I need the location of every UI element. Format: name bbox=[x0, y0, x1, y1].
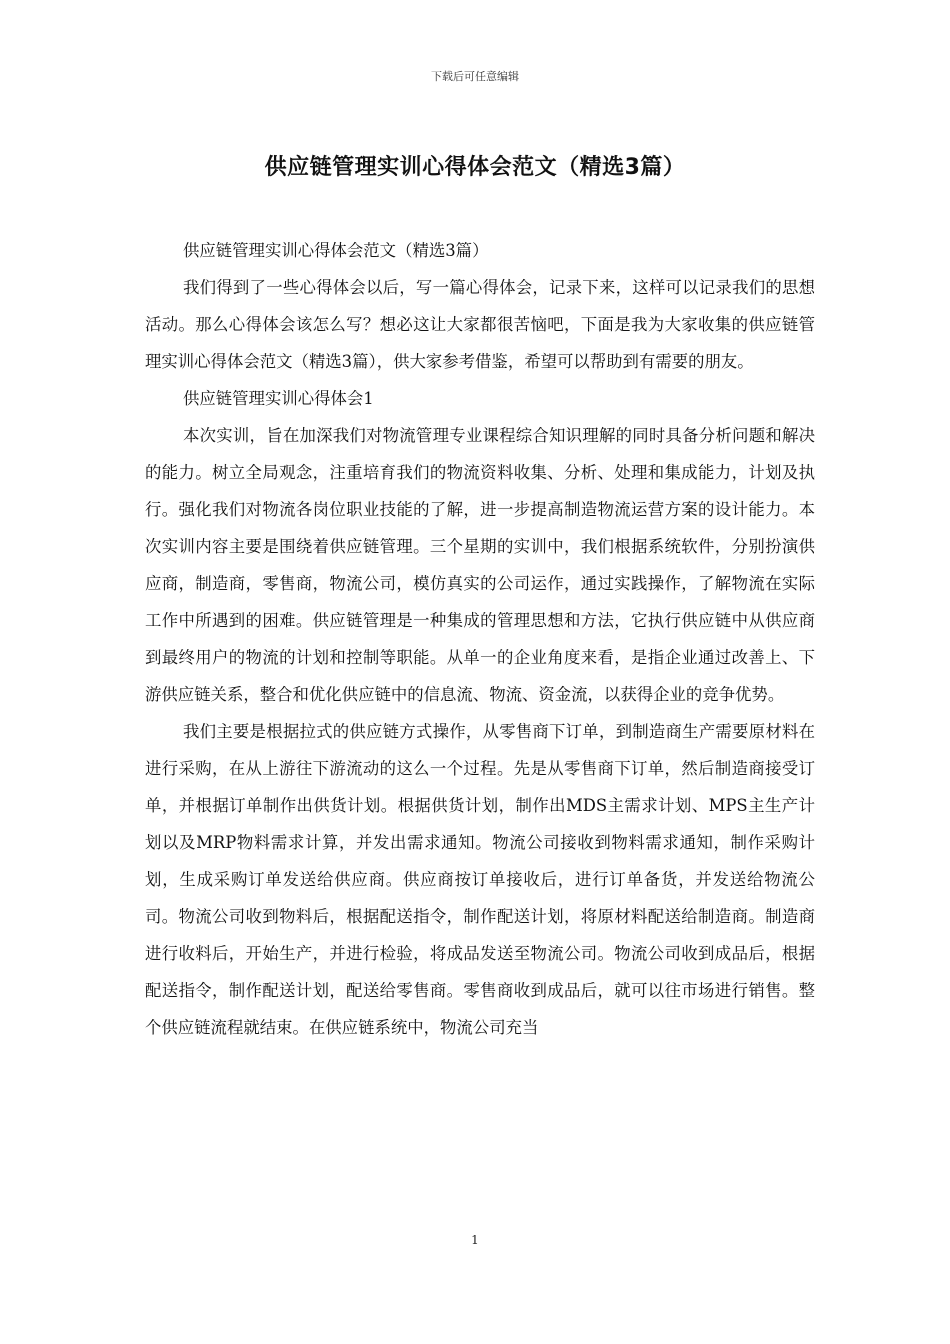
document-title: 供应链管理实训心得体会范文（精选3篇） bbox=[264, 155, 686, 180]
page-number: 1 bbox=[471, 1233, 479, 1247]
body-paragraph: 我们主要是根据拉式的供应链方式操作，从零售商下订单，到制造商生产需要原材料在进行采购，在从上游往下游流动的这么一个过程。先是从零售商下订单，然后制造商接受订单，并根据订单制作出供货计划。根据供货计划，制作出MDS主需求计划、MPS主生产计划以及MRP物料需求计算，并发出需求通知。物流公司接收到物料需求通知，制作采购计划，生成采购订单发送给供应商。供应商按订单接收后，进行订单备货，并发送给物流公司。物流公司收到物料后，根据配送指令，制作配送计划，将原材料配送给制造商。制造商进行收料后，开始生产，并进行检验，将成品发送至物流公司。物流公司收到成品后，根据配送指令，制作配送计划，配送给零售商。零售商收到成品后，就可以往市场进行销售。整个供应链流程就结束。在供应链系统中，物流公司充当 bbox=[145, 722, 815, 1037]
subtitle-paragraph: 供应链管理实训心得体会范文（精选3篇） bbox=[183, 241, 489, 260]
document-body bbox=[145, 232, 815, 1046]
body-paragraph: 本次实训，旨在加深我们对物流管理专业课程综合知识理解的同时具备分析问题和解决的能力。树立全局观念，注重培育我们的物流资料收集、分析、处理和集成能力，计划及执行。强化我们对物流各岗位职业技能的了解，进一步提高制造物流运营方案的设计能力。本次实训内容主要是围绕着供应链管理。三个星期的实训中，我们根据系统软件，分别扮演供应商，制造商，零售商，物流公司，模仿真实的公司运作，通过实践操作，了解物流在实际工作中所遇到的困难。供应链管理是一种集成的管理思想和方法，它执行供应链中从供应商到最终用户的物流的计划和控制等职能。从单一的企业角度来看，是指企业通过改善上、下游供应链关系，整合和优化供应链中的信息流、物流、资金流，以获得企业的竞争优势。 bbox=[145, 426, 815, 704]
section-heading: 供应链管理实训心得体会1 bbox=[183, 389, 374, 408]
intro-paragraph: 我们得到了一些心得体会以后，写一篇心得体会，记录下来，这样可以记录我们的思想活动。那么心得体会该怎么写？想必这让大家都很苦恼吧，下面是我为大家收集的供应链管理实训心得体会范文（精选3篇），供大家参考借鉴，希望可以帮助到有需要的朋友。 bbox=[145, 278, 815, 371]
header-note: 下载后可任意编辑 bbox=[431, 70, 519, 83]
